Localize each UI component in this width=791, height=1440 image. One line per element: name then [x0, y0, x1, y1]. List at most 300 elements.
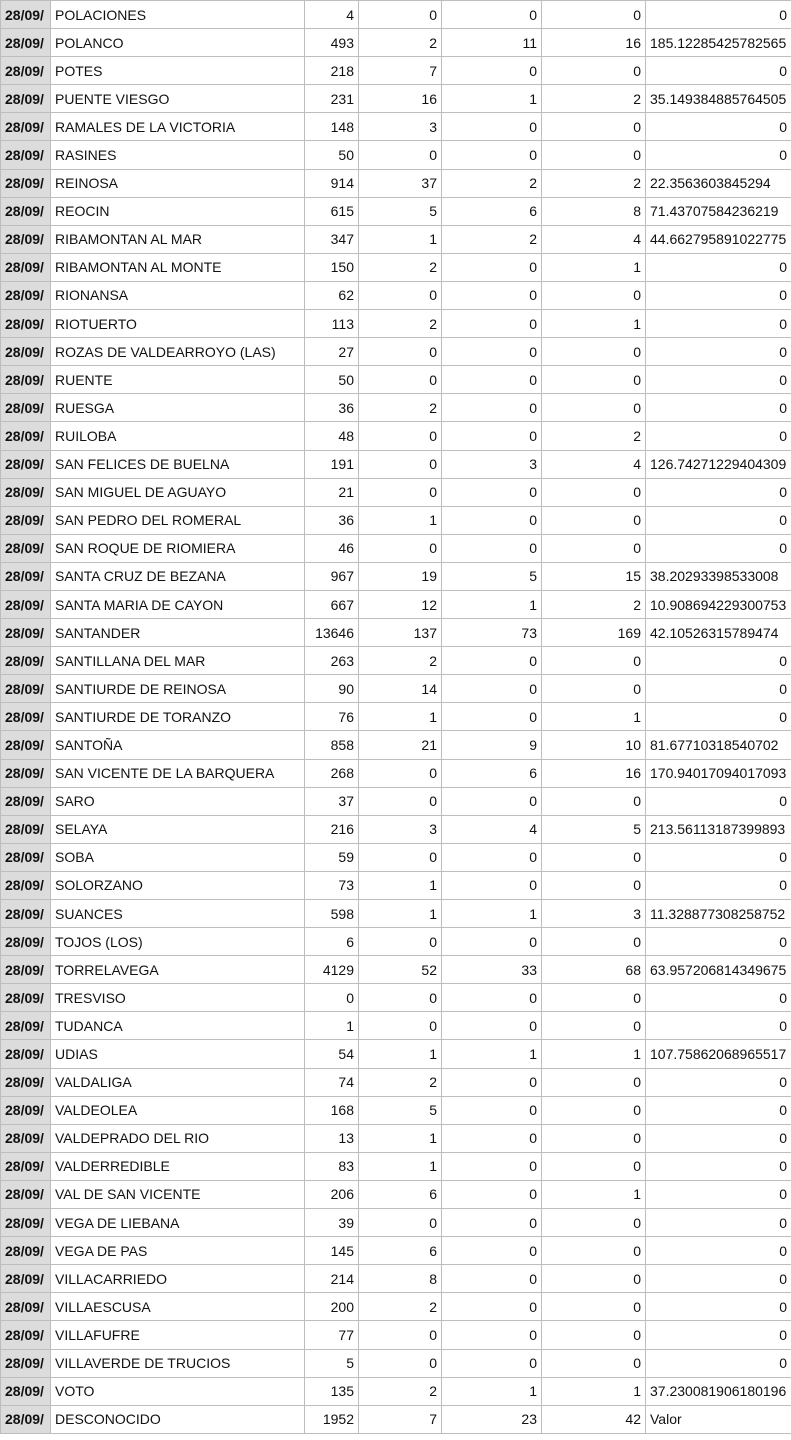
rate-cell[interactable]: 0: [646, 422, 791, 450]
date-cell[interactable]: 28/09/: [1, 759, 51, 787]
value-cell-3[interactable]: 73: [442, 619, 542, 647]
municipality-cell[interactable]: TOJOS (LOS): [51, 928, 305, 956]
value-cell-2[interactable]: 0: [359, 1321, 442, 1349]
rate-cell[interactable]: 0: [646, 1293, 791, 1321]
value-cell-4[interactable]: 16: [542, 759, 646, 787]
value-cell-1[interactable]: 168: [305, 1096, 359, 1124]
date-cell[interactable]: 28/09/: [1, 619, 51, 647]
rate-cell[interactable]: 35.149384885764505: [646, 85, 791, 113]
value-cell-3[interactable]: 0: [442, 647, 542, 675]
date-cell[interactable]: 28/09/: [1, 1096, 51, 1124]
date-cell[interactable]: 28/09/: [1, 703, 51, 731]
value-cell-3[interactable]: 0: [442, 1209, 542, 1237]
value-cell-4[interactable]: 2: [542, 169, 646, 197]
value-cell-2[interactable]: 5: [359, 197, 442, 225]
value-cell-1[interactable]: 268: [305, 759, 359, 787]
municipality-cell[interactable]: SAN ROQUE DE RIOMIERA: [51, 534, 305, 562]
rate-cell[interactable]: 0: [646, 57, 791, 85]
value-cell-2[interactable]: 0: [359, 534, 442, 562]
municipality-cell[interactable]: SANTA CRUZ DE BEZANA: [51, 562, 305, 590]
rate-cell[interactable]: 0: [646, 113, 791, 141]
value-cell-1[interactable]: 347: [305, 225, 359, 253]
municipality-cell[interactable]: VALDERREDIBLE: [51, 1152, 305, 1180]
rate-cell[interactable]: 0: [646, 478, 791, 506]
value-cell-2[interactable]: 2: [359, 1068, 442, 1096]
rate-cell[interactable]: 0: [646, 1180, 791, 1208]
value-cell-3[interactable]: 1: [442, 900, 542, 928]
municipality-cell[interactable]: VALDEPRADO DEL RIO: [51, 1124, 305, 1152]
date-cell[interactable]: 28/09/: [1, 787, 51, 815]
rate-cell[interactable]: 213.56113187399893: [646, 815, 791, 843]
date-cell[interactable]: 28/09/: [1, 984, 51, 1012]
value-cell-4[interactable]: 42: [542, 1405, 646, 1433]
value-cell-2[interactable]: 19: [359, 562, 442, 590]
value-cell-1[interactable]: 493: [305, 29, 359, 57]
value-cell-3[interactable]: 11: [442, 29, 542, 57]
value-cell-3[interactable]: 33: [442, 956, 542, 984]
rate-cell[interactable]: 0: [646, 1152, 791, 1180]
date-cell[interactable]: 28/09/: [1, 1040, 51, 1068]
value-cell-2[interactable]: 12: [359, 590, 442, 618]
value-cell-1[interactable]: 967: [305, 562, 359, 590]
value-cell-4[interactable]: 0: [542, 366, 646, 394]
rate-cell[interactable]: 0: [646, 984, 791, 1012]
rate-cell[interactable]: 0: [646, 310, 791, 338]
value-cell-4[interactable]: 0: [542, 1, 646, 29]
municipality-cell[interactable]: VILLAESCUSA: [51, 1293, 305, 1321]
value-cell-4[interactable]: 1: [542, 253, 646, 281]
value-cell-4[interactable]: 0: [542, 57, 646, 85]
date-cell[interactable]: 28/09/: [1, 1293, 51, 1321]
rate-cell[interactable]: 10.908694229300753: [646, 590, 791, 618]
value-cell-2[interactable]: 1: [359, 900, 442, 928]
value-cell-2[interactable]: 0: [359, 1349, 442, 1377]
rate-cell[interactable]: 107.75862068965517: [646, 1040, 791, 1068]
value-cell-1[interactable]: 73: [305, 871, 359, 899]
municipality-cell[interactable]: POTES: [51, 57, 305, 85]
municipality-cell[interactable]: RIBAMONTAN AL MONTE: [51, 253, 305, 281]
rate-cell[interactable]: 0: [646, 1321, 791, 1349]
value-cell-3[interactable]: 0: [442, 1180, 542, 1208]
value-cell-3[interactable]: 0: [442, 1124, 542, 1152]
rate-cell[interactable]: Valor: [646, 1405, 791, 1433]
value-cell-2[interactable]: 14: [359, 675, 442, 703]
value-cell-1[interactable]: 39: [305, 1209, 359, 1237]
municipality-cell[interactable]: SANTA MARIA DE CAYON: [51, 590, 305, 618]
value-cell-1[interactable]: 13: [305, 1124, 359, 1152]
value-cell-3[interactable]: 0: [442, 366, 542, 394]
value-cell-1[interactable]: 90: [305, 675, 359, 703]
value-cell-4[interactable]: 10: [542, 731, 646, 759]
value-cell-1[interactable]: 135: [305, 1377, 359, 1405]
value-cell-1[interactable]: 145: [305, 1237, 359, 1265]
value-cell-1[interactable]: 218: [305, 57, 359, 85]
value-cell-1[interactable]: 6: [305, 928, 359, 956]
value-cell-1[interactable]: 113: [305, 310, 359, 338]
value-cell-1[interactable]: 0: [305, 984, 359, 1012]
rate-cell[interactable]: 185.12285425782565: [646, 29, 791, 57]
value-cell-4[interactable]: 0: [542, 1124, 646, 1152]
date-cell[interactable]: 28/09/: [1, 534, 51, 562]
value-cell-1[interactable]: 216: [305, 815, 359, 843]
value-cell-2[interactable]: 0: [359, 1209, 442, 1237]
municipality-cell[interactable]: TORRELAVEGA: [51, 956, 305, 984]
date-cell[interactable]: 28/09/: [1, 900, 51, 928]
municipality-cell[interactable]: RAMALES DE LA VICTORIA: [51, 113, 305, 141]
date-cell[interactable]: 28/09/: [1, 281, 51, 309]
rate-cell[interactable]: 0: [646, 1237, 791, 1265]
value-cell-2[interactable]: 137: [359, 619, 442, 647]
municipality-cell[interactable]: SOLORZANO: [51, 871, 305, 899]
value-cell-1[interactable]: 62: [305, 281, 359, 309]
value-cell-4[interactable]: 0: [542, 1068, 646, 1096]
value-cell-3[interactable]: 0: [442, 141, 542, 169]
value-cell-3[interactable]: 1: [442, 590, 542, 618]
value-cell-3[interactable]: 6: [442, 197, 542, 225]
value-cell-1[interactable]: 914: [305, 169, 359, 197]
value-cell-1[interactable]: 50: [305, 141, 359, 169]
value-cell-2[interactable]: 2: [359, 647, 442, 675]
date-cell[interactable]: 28/09/: [1, 141, 51, 169]
value-cell-2[interactable]: 2: [359, 1377, 442, 1405]
value-cell-3[interactable]: 0: [442, 787, 542, 815]
rate-cell[interactable]: 63.957206814349675: [646, 956, 791, 984]
rate-cell[interactable]: 0: [646, 281, 791, 309]
municipality-cell[interactable]: POLACIONES: [51, 1, 305, 29]
rate-cell[interactable]: 0: [646, 394, 791, 422]
value-cell-4[interactable]: 1: [542, 1377, 646, 1405]
rate-cell[interactable]: 0: [646, 647, 791, 675]
rate-cell[interactable]: 0: [646, 141, 791, 169]
rate-cell[interactable]: 42.10526315789474: [646, 619, 791, 647]
value-cell-4[interactable]: 8: [542, 197, 646, 225]
value-cell-3[interactable]: 0: [442, 1152, 542, 1180]
rate-cell[interactable]: 0: [646, 1068, 791, 1096]
municipality-cell[interactable]: VOTO: [51, 1377, 305, 1405]
value-cell-3[interactable]: 1: [442, 1040, 542, 1068]
value-cell-2[interactable]: 7: [359, 1405, 442, 1433]
value-cell-4[interactable]: 5: [542, 815, 646, 843]
value-cell-1[interactable]: 191: [305, 450, 359, 478]
value-cell-2[interactable]: 21: [359, 731, 442, 759]
date-cell[interactable]: 28/09/: [1, 1265, 51, 1293]
value-cell-1[interactable]: 1952: [305, 1405, 359, 1433]
value-cell-4[interactable]: 1: [542, 703, 646, 731]
date-cell[interactable]: 28/09/: [1, 731, 51, 759]
value-cell-2[interactable]: 0: [359, 843, 442, 871]
date-cell[interactable]: 28/09/: [1, 113, 51, 141]
date-cell[interactable]: 28/09/: [1, 1068, 51, 1096]
rate-cell[interactable]: 22.3563603845294: [646, 169, 791, 197]
rate-cell[interactable]: 0: [646, 534, 791, 562]
value-cell-2[interactable]: 1: [359, 1152, 442, 1180]
value-cell-3[interactable]: 0: [442, 703, 542, 731]
date-cell[interactable]: 28/09/: [1, 478, 51, 506]
value-cell-3[interactable]: 2: [442, 169, 542, 197]
value-cell-4[interactable]: 0: [542, 394, 646, 422]
value-cell-2[interactable]: 0: [359, 928, 442, 956]
value-cell-4[interactable]: 1: [542, 1040, 646, 1068]
value-cell-3[interactable]: 0: [442, 1, 542, 29]
municipality-cell[interactable]: RUENTE: [51, 366, 305, 394]
value-cell-2[interactable]: 1: [359, 225, 442, 253]
value-cell-4[interactable]: 0: [542, 1152, 646, 1180]
value-cell-4[interactable]: 0: [542, 113, 646, 141]
rate-cell[interactable]: 0: [646, 1096, 791, 1124]
value-cell-2[interactable]: 7: [359, 57, 442, 85]
date-cell[interactable]: 28/09/: [1, 422, 51, 450]
value-cell-1[interactable]: 13646: [305, 619, 359, 647]
value-cell-3[interactable]: 0: [442, 478, 542, 506]
rate-cell[interactable]: 0: [646, 338, 791, 366]
value-cell-2[interactable]: 37: [359, 169, 442, 197]
value-cell-4[interactable]: 0: [542, 928, 646, 956]
value-cell-1[interactable]: 83: [305, 1152, 359, 1180]
value-cell-2[interactable]: 1: [359, 1124, 442, 1152]
value-cell-1[interactable]: 5: [305, 1349, 359, 1377]
date-cell[interactable]: 28/09/: [1, 366, 51, 394]
value-cell-2[interactable]: 0: [359, 338, 442, 366]
value-cell-2[interactable]: 3: [359, 113, 442, 141]
value-cell-3[interactable]: 0: [442, 984, 542, 1012]
municipality-cell[interactable]: SANTIURDE DE TORANZO: [51, 703, 305, 731]
date-cell[interactable]: 28/09/: [1, 1, 51, 29]
municipality-cell[interactable]: REINOSA: [51, 169, 305, 197]
value-cell-4[interactable]: 169: [542, 619, 646, 647]
value-cell-1[interactable]: 598: [305, 900, 359, 928]
value-cell-1[interactable]: 54: [305, 1040, 359, 1068]
municipality-cell[interactable]: RUESGA: [51, 394, 305, 422]
rate-cell[interactable]: 0: [646, 253, 791, 281]
value-cell-1[interactable]: 150: [305, 253, 359, 281]
value-cell-2[interactable]: 1: [359, 703, 442, 731]
municipality-cell[interactable]: SANTOÑA: [51, 731, 305, 759]
value-cell-1[interactable]: 50: [305, 366, 359, 394]
value-cell-2[interactable]: 0: [359, 787, 442, 815]
municipality-cell[interactable]: POLANCO: [51, 29, 305, 57]
value-cell-3[interactable]: 0: [442, 1293, 542, 1321]
value-cell-4[interactable]: 0: [542, 1321, 646, 1349]
municipality-cell[interactable]: UDIAS: [51, 1040, 305, 1068]
rate-cell[interactable]: 170.94017094017093: [646, 759, 791, 787]
date-cell[interactable]: 28/09/: [1, 1321, 51, 1349]
value-cell-4[interactable]: 0: [542, 141, 646, 169]
value-cell-1[interactable]: 46: [305, 534, 359, 562]
value-cell-3[interactable]: 0: [442, 871, 542, 899]
value-cell-3[interactable]: 0: [442, 310, 542, 338]
date-cell[interactable]: 28/09/: [1, 1237, 51, 1265]
date-cell[interactable]: 28/09/: [1, 956, 51, 984]
value-cell-1[interactable]: 37: [305, 787, 359, 815]
rate-cell[interactable]: 0: [646, 1012, 791, 1040]
value-cell-4[interactable]: 0: [542, 534, 646, 562]
municipality-cell[interactable]: ROZAS DE VALDEARROYO (LAS): [51, 338, 305, 366]
municipality-cell[interactable]: VAL DE SAN VICENTE: [51, 1180, 305, 1208]
value-cell-4[interactable]: 0: [542, 1012, 646, 1040]
value-cell-4[interactable]: 0: [542, 984, 646, 1012]
value-cell-2[interactable]: 0: [359, 366, 442, 394]
rate-cell[interactable]: 0: [646, 787, 791, 815]
value-cell-3[interactable]: 2: [442, 225, 542, 253]
value-cell-3[interactable]: 0: [442, 1096, 542, 1124]
value-cell-1[interactable]: 231: [305, 85, 359, 113]
value-cell-4[interactable]: 2: [542, 590, 646, 618]
municipality-cell[interactable]: TUDANCA: [51, 1012, 305, 1040]
value-cell-2[interactable]: 2: [359, 1293, 442, 1321]
date-cell[interactable]: 28/09/: [1, 506, 51, 534]
rate-cell[interactable]: 0: [646, 1124, 791, 1152]
value-cell-3[interactable]: 3: [442, 450, 542, 478]
value-cell-3[interactable]: 5: [442, 562, 542, 590]
value-cell-4[interactable]: 0: [542, 871, 646, 899]
value-cell-4[interactable]: 2: [542, 85, 646, 113]
date-cell[interactable]: 28/09/: [1, 1012, 51, 1040]
value-cell-2[interactable]: 0: [359, 984, 442, 1012]
municipality-cell[interactable]: SANTIURDE DE REINOSA: [51, 675, 305, 703]
value-cell-4[interactable]: 15: [542, 562, 646, 590]
value-cell-3[interactable]: 0: [442, 534, 542, 562]
rate-cell[interactable]: 0: [646, 1349, 791, 1377]
rate-cell[interactable]: 0: [646, 1265, 791, 1293]
value-cell-3[interactable]: 0: [442, 843, 542, 871]
municipality-cell[interactable]: RIBAMONTAN AL MAR: [51, 225, 305, 253]
value-cell-2[interactable]: 0: [359, 478, 442, 506]
value-cell-2[interactable]: 5: [359, 1096, 442, 1124]
date-cell[interactable]: 28/09/: [1, 85, 51, 113]
value-cell-1[interactable]: 59: [305, 843, 359, 871]
municipality-cell[interactable]: SAN MIGUEL DE AGUAYO: [51, 478, 305, 506]
value-cell-4[interactable]: 4: [542, 450, 646, 478]
municipality-cell[interactable]: VALDALIGA: [51, 1068, 305, 1096]
rate-cell[interactable]: 0: [646, 506, 791, 534]
date-cell[interactable]: 28/09/: [1, 843, 51, 871]
value-cell-3[interactable]: 0: [442, 57, 542, 85]
value-cell-3[interactable]: 0: [442, 281, 542, 309]
value-cell-4[interactable]: 68: [542, 956, 646, 984]
municipality-cell[interactable]: SOBA: [51, 843, 305, 871]
municipality-cell[interactable]: RIONANSA: [51, 281, 305, 309]
value-cell-2[interactable]: 0: [359, 1, 442, 29]
municipality-cell[interactable]: VEGA DE LIEBANA: [51, 1209, 305, 1237]
value-cell-2[interactable]: 0: [359, 759, 442, 787]
municipality-cell[interactable]: RUILOBA: [51, 422, 305, 450]
value-cell-4[interactable]: 0: [542, 787, 646, 815]
municipality-cell[interactable]: REOCIN: [51, 197, 305, 225]
date-cell[interactable]: 28/09/: [1, 1377, 51, 1405]
date-cell[interactable]: 28/09/: [1, 338, 51, 366]
date-cell[interactable]: 28/09/: [1, 394, 51, 422]
value-cell-4[interactable]: 0: [542, 281, 646, 309]
rate-cell[interactable]: 0: [646, 843, 791, 871]
municipality-cell[interactable]: VALDEOLEA: [51, 1096, 305, 1124]
value-cell-1[interactable]: 858: [305, 731, 359, 759]
date-cell[interactable]: 28/09/: [1, 169, 51, 197]
value-cell-1[interactable]: 21: [305, 478, 359, 506]
value-cell-4[interactable]: 0: [542, 1237, 646, 1265]
municipality-cell[interactable]: TRESVISO: [51, 984, 305, 1012]
rate-cell[interactable]: 44.662795891022775: [646, 225, 791, 253]
rate-cell[interactable]: 81.67710318540702: [646, 731, 791, 759]
value-cell-1[interactable]: 148: [305, 113, 359, 141]
value-cell-4[interactable]: 0: [542, 506, 646, 534]
date-cell[interactable]: 28/09/: [1, 29, 51, 57]
municipality-cell[interactable]: VILLACARRIEDO: [51, 1265, 305, 1293]
value-cell-1[interactable]: 615: [305, 197, 359, 225]
value-cell-4[interactable]: 0: [542, 1349, 646, 1377]
rate-cell[interactable]: 0: [646, 928, 791, 956]
value-cell-2[interactable]: 6: [359, 1180, 442, 1208]
value-cell-2[interactable]: 0: [359, 1012, 442, 1040]
rate-cell[interactable]: 0: [646, 871, 791, 899]
municipality-cell[interactable]: RIOTUERTO: [51, 310, 305, 338]
value-cell-3[interactable]: 0: [442, 422, 542, 450]
value-cell-3[interactable]: 6: [442, 759, 542, 787]
value-cell-3[interactable]: 0: [442, 1349, 542, 1377]
value-cell-1[interactable]: 77: [305, 1321, 359, 1349]
date-cell[interactable]: 28/09/: [1, 1349, 51, 1377]
municipality-cell[interactable]: VILLAFUFRE: [51, 1321, 305, 1349]
value-cell-1[interactable]: 48: [305, 422, 359, 450]
value-cell-3[interactable]: 0: [442, 253, 542, 281]
value-cell-4[interactable]: 0: [542, 1209, 646, 1237]
value-cell-1[interactable]: 667: [305, 590, 359, 618]
value-cell-3[interactable]: 1: [442, 1377, 542, 1405]
value-cell-3[interactable]: 0: [442, 1237, 542, 1265]
rate-cell[interactable]: 0: [646, 1209, 791, 1237]
value-cell-4[interactable]: 4: [542, 225, 646, 253]
value-cell-1[interactable]: 36: [305, 506, 359, 534]
date-cell[interactable]: 28/09/: [1, 57, 51, 85]
date-cell[interactable]: 28/09/: [1, 928, 51, 956]
municipality-cell[interactable]: RASINES: [51, 141, 305, 169]
value-cell-4[interactable]: 0: [542, 1096, 646, 1124]
municipality-cell[interactable]: SAN FELICES DE BUELNA: [51, 450, 305, 478]
value-cell-3[interactable]: 0: [442, 1265, 542, 1293]
municipality-cell[interactable]: SELAYA: [51, 815, 305, 843]
municipality-cell[interactable]: SANTANDER: [51, 619, 305, 647]
rate-cell[interactable]: 0: [646, 703, 791, 731]
value-cell-2[interactable]: 8: [359, 1265, 442, 1293]
value-cell-3[interactable]: 0: [442, 1321, 542, 1349]
value-cell-1[interactable]: 206: [305, 1180, 359, 1208]
value-cell-3[interactable]: 0: [442, 1068, 542, 1096]
municipality-cell[interactable]: VILLAVERDE DE TRUCIOS: [51, 1349, 305, 1377]
value-cell-2[interactable]: 0: [359, 281, 442, 309]
rate-cell[interactable]: 126.74271229404309: [646, 450, 791, 478]
value-cell-2[interactable]: 2: [359, 310, 442, 338]
rate-cell[interactable]: 38.20293398533008: [646, 562, 791, 590]
value-cell-1[interactable]: 1: [305, 1012, 359, 1040]
value-cell-3[interactable]: 0: [442, 506, 542, 534]
value-cell-2[interactable]: 0: [359, 422, 442, 450]
value-cell-2[interactable]: 2: [359, 394, 442, 422]
value-cell-4[interactable]: 0: [542, 675, 646, 703]
municipality-cell[interactable]: SANTILLANA DEL MAR: [51, 647, 305, 675]
value-cell-1[interactable]: 74: [305, 1068, 359, 1096]
value-cell-2[interactable]: 1: [359, 506, 442, 534]
date-cell[interactable]: 28/09/: [1, 815, 51, 843]
value-cell-4[interactable]: 0: [542, 647, 646, 675]
value-cell-3[interactable]: 4: [442, 815, 542, 843]
rate-cell[interactable]: 71.43707584236219: [646, 197, 791, 225]
value-cell-2[interactable]: 0: [359, 450, 442, 478]
value-cell-4[interactable]: 0: [542, 1293, 646, 1321]
date-cell[interactable]: 28/09/: [1, 647, 51, 675]
value-cell-3[interactable]: 0: [442, 113, 542, 141]
municipality-cell[interactable]: PUENTE VIESGO: [51, 85, 305, 113]
value-cell-3[interactable]: 1: [442, 85, 542, 113]
date-cell[interactable]: 28/09/: [1, 675, 51, 703]
